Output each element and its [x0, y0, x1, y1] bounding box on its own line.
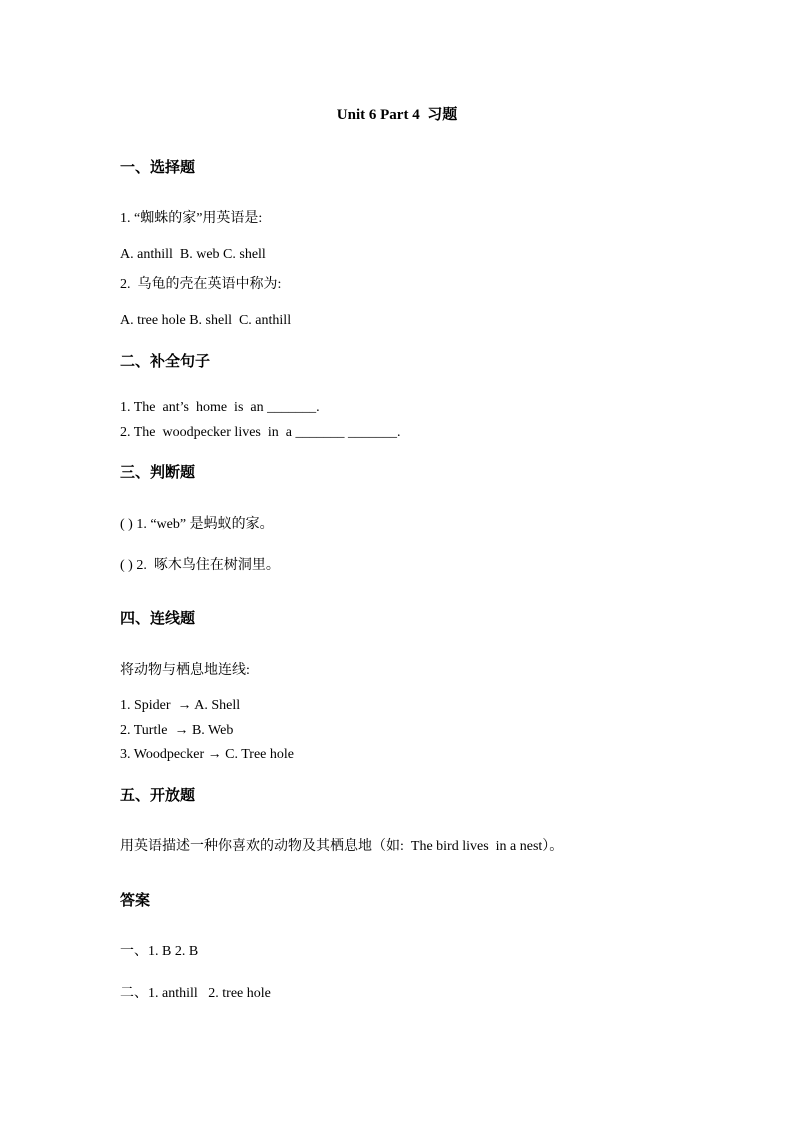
answers-heading: 答案	[120, 891, 151, 909]
choice-options-2: A. tree hole B. shell C. anthill	[120, 313, 292, 328]
page-title: Unit 6 Part 4 习题	[336, 107, 458, 123]
choice-question-1: 1. “蜘蛛的家”用英语是:	[120, 211, 263, 226]
section-heading-match: 四、连线题	[120, 609, 196, 627]
section-heading-choice: 一、选择题	[120, 158, 196, 176]
section-heading-complete: 二、补全句子	[120, 352, 211, 370]
section-heading-judge: 三、判断题	[120, 463, 196, 481]
complete-sentence-1: 1. The ant’s home is an _______.	[120, 400, 320, 415]
section-heading-open: 五、开放题	[120, 786, 196, 804]
match-item-3: 3. Woodpecker → C. Tree hole	[120, 747, 294, 762]
judge-item-1: ( ) 1. “web” 是蚂蚁的家。	[120, 517, 274, 532]
answer-line-2: 二、1. anthill 2. tree hole	[120, 986, 271, 1001]
match-item-2: 2. Turtle → B. Web	[120, 723, 234, 738]
match-instruction: 将动物与栖息地连线:	[120, 663, 250, 678]
answer-line-1: 一、1. B 2. B	[120, 944, 199, 959]
open-question-prompt: 用英语描述一种你喜欢的动物及其栖息地（如: The bird lives in a nest）。	[120, 839, 564, 854]
match-item-1: 1. Spider → A. Shell	[120, 698, 241, 713]
choice-question-2: 2. 乌龟的壳在英语中称为:	[120, 277, 282, 292]
complete-sentence-2: 2. The woodpecker lives in a _______ _______.	[120, 425, 401, 440]
choice-options-1: A. anthill B. web C. shell	[120, 247, 266, 262]
judge-item-2: ( ) 2. 啄木鸟住在树洞里。	[120, 558, 280, 573]
